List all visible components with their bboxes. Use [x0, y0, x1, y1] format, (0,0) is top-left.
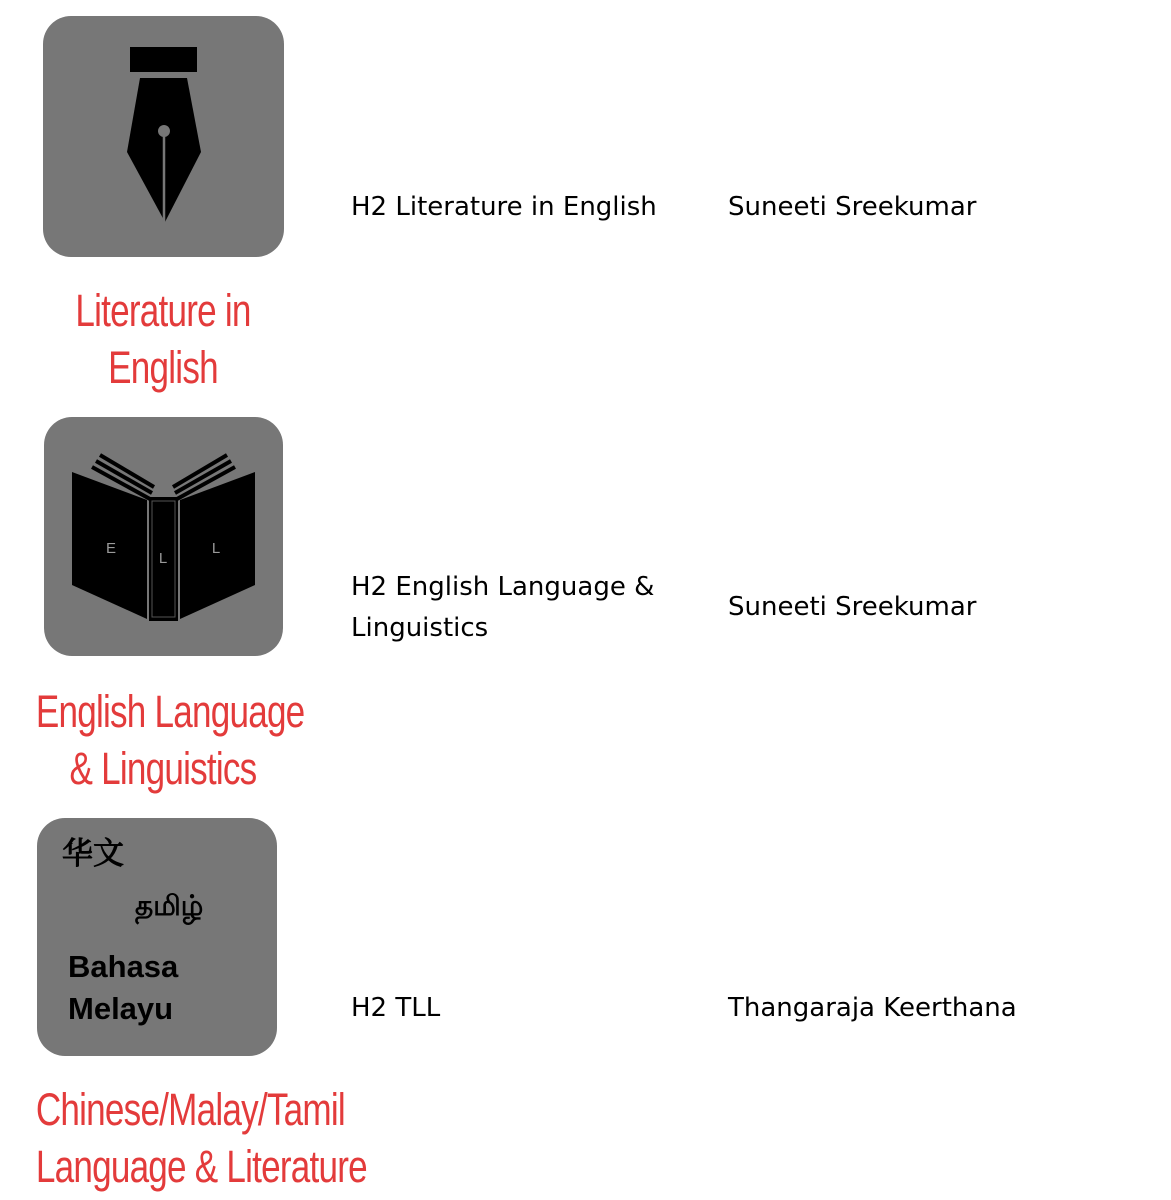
caption-line: & Linguistics	[69, 743, 257, 794]
caption-line: Literature in	[75, 285, 251, 336]
subject-row-tll	[0, 800, 1171, 1200]
fountain-pen-nib-icon	[43, 16, 284, 257]
subject-line: H2 Literature in English	[351, 192, 657, 222]
subject-row-ell	[0, 400, 1171, 800]
teacher-name: Suneeti Sreekumar	[728, 592, 977, 622]
literature-icon-card	[43, 16, 284, 257]
subject-line: Linguistics	[351, 613, 489, 643]
subject-name	[351, 187, 681, 228]
subject-line: H2 English Language &	[351, 572, 655, 602]
book-letter: E	[105, 540, 117, 557]
subject-name	[351, 567, 681, 649]
tll-caption	[0, 1081, 367, 1195]
chinese-label: 华文	[62, 836, 124, 872]
ell-caption	[0, 683, 326, 797]
subject-name	[351, 988, 681, 1029]
caption-line: English Language	[35, 686, 305, 737]
caption-line: Language & Literature	[35, 1141, 367, 1192]
teacher-name: Thangaraja Keerthana	[728, 993, 1017, 1023]
teacher-name: Suneeti Sreekumar	[728, 192, 977, 222]
open-book-icon	[44, 417, 283, 656]
caption-line: English	[108, 342, 218, 393]
ell-icon-card	[44, 417, 283, 656]
tll-icon-card	[37, 818, 277, 1056]
malay-label-line-2: Melayu	[68, 991, 174, 1026]
book-letter: L	[158, 550, 168, 567]
subject-row-literature	[0, 0, 1171, 400]
subject-line: H2 TLL	[351, 993, 441, 1023]
tamil-label: தமிழ்	[135, 889, 204, 922]
book-letter: L	[211, 540, 221, 557]
caption-line: Chinese/Malay/Tamil	[35, 1084, 345, 1135]
literature-caption	[0, 282, 326, 396]
malay-label-line-1: Bahasa	[68, 949, 179, 984]
